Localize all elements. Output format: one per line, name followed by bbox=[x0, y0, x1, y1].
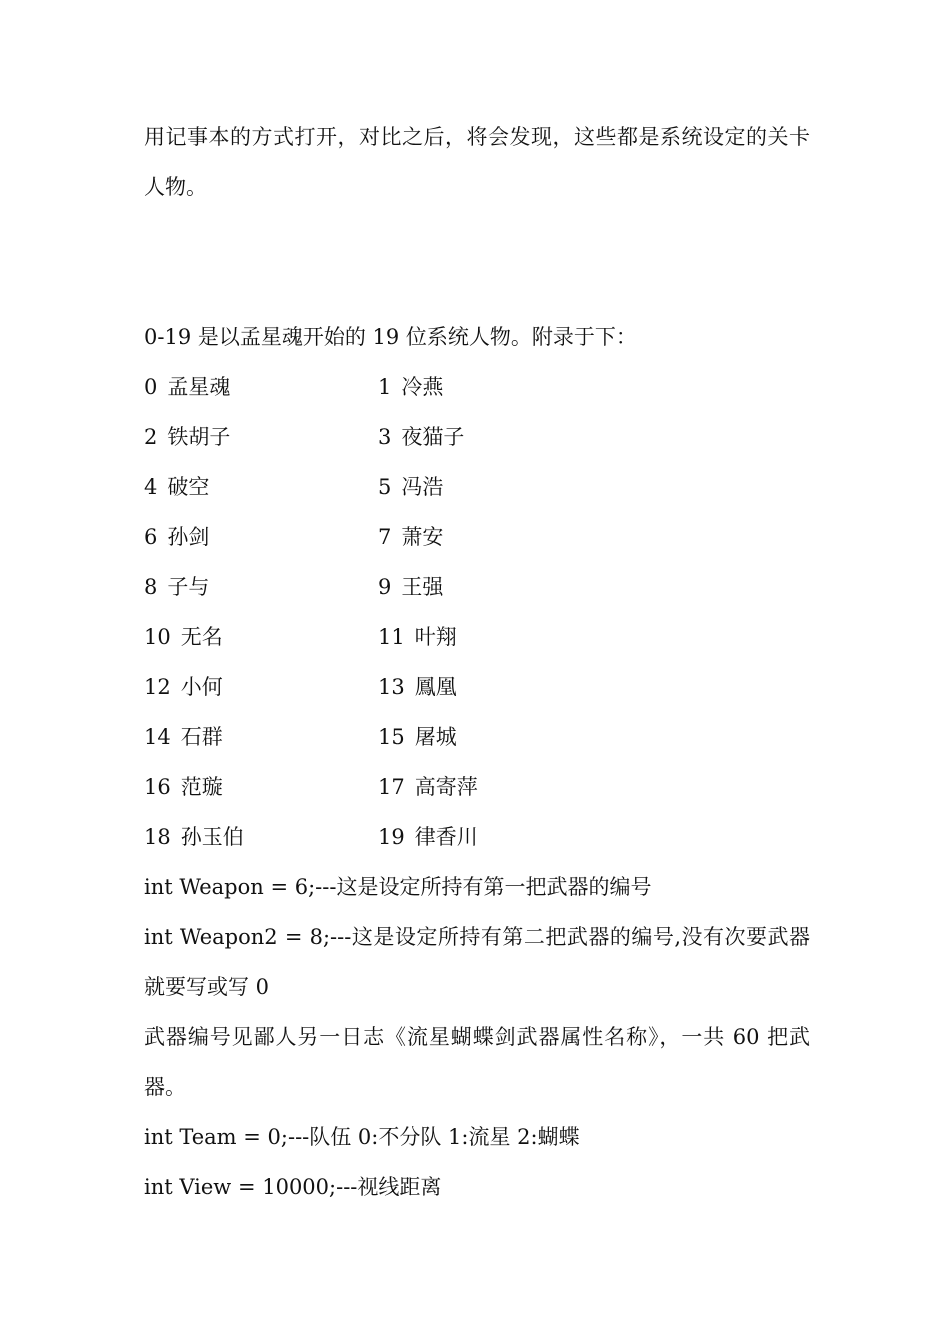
character-entry bbox=[144, 662, 378, 712]
character-entry bbox=[378, 462, 612, 512]
paragraph-team: int Team = 0;---队伍 0:不分队 1:流星 2:蝴蝶 bbox=[144, 1125, 580, 1149]
document-page bbox=[144, 112, 810, 1212]
paragraph-view: int View = 10000;---视线距离 bbox=[144, 1175, 442, 1199]
character-number: 18 bbox=[144, 825, 171, 849]
character-name: 孟星魂 bbox=[167, 375, 231, 399]
character-name: 冯浩 bbox=[401, 475, 444, 499]
character-entry bbox=[378, 612, 612, 662]
character-name: 鳳凰 bbox=[414, 675, 457, 699]
character-row bbox=[144, 362, 810, 412]
character-number: 12 bbox=[144, 675, 171, 699]
character-number: 9 bbox=[378, 575, 392, 599]
character-entry bbox=[144, 412, 378, 462]
character-number: 1 bbox=[378, 375, 392, 399]
character-name: 无名 bbox=[180, 625, 223, 649]
character-row bbox=[144, 762, 810, 812]
character-entry bbox=[144, 362, 378, 412]
character-list bbox=[144, 362, 810, 862]
character-number: 15 bbox=[378, 725, 405, 749]
character-name: 范璇 bbox=[180, 775, 223, 799]
character-number: 16 bbox=[144, 775, 171, 799]
character-row bbox=[144, 462, 810, 512]
character-entry bbox=[378, 762, 612, 812]
character-name: 孙剑 bbox=[167, 525, 210, 549]
character-row bbox=[144, 812, 810, 862]
paragraph-intro: 用记事本的方式打开，对比之后，将会发现，这些都是系统设定的关卡人物。 bbox=[144, 125, 810, 199]
paragraph-weapon: int Weapon = 6;---这是设定所持有第一把武器的编号 bbox=[144, 875, 652, 899]
character-number: 2 bbox=[144, 425, 158, 449]
character-entry bbox=[378, 412, 612, 462]
character-name: 王强 bbox=[401, 575, 444, 599]
character-name: 高寄萍 bbox=[414, 775, 478, 799]
paragraph-weapon-reference: 武器编号见鄙人另一日志《流星蝴蝶剑武器属性名称》，一共 60 把武器。 bbox=[144, 1025, 810, 1099]
character-number: 8 bbox=[144, 575, 158, 599]
character-name: 律香川 bbox=[414, 825, 478, 849]
character-name: 屠城 bbox=[414, 725, 457, 749]
character-entry bbox=[144, 762, 378, 812]
character-entry bbox=[144, 462, 378, 512]
character-name: 孙玉伯 bbox=[180, 825, 244, 849]
paragraph-character-list-heading: 0-19 是以孟星魂开始的 19 位系统人物。附录于下： bbox=[144, 325, 637, 349]
character-name: 叶翔 bbox=[414, 625, 457, 649]
character-name: 冷燕 bbox=[401, 375, 444, 399]
character-name: 夜猫子 bbox=[401, 425, 465, 449]
character-row bbox=[144, 562, 810, 612]
character-entry bbox=[378, 662, 612, 712]
character-row bbox=[144, 712, 810, 762]
character-row bbox=[144, 512, 810, 562]
character-entry bbox=[378, 712, 612, 762]
character-entry bbox=[144, 612, 378, 662]
character-number: 5 bbox=[378, 475, 392, 499]
character-row bbox=[144, 612, 810, 662]
paragraph-gap bbox=[144, 212, 810, 312]
character-entry bbox=[144, 812, 378, 862]
character-row bbox=[144, 412, 810, 462]
character-entry bbox=[378, 812, 612, 862]
character-number: 17 bbox=[378, 775, 405, 799]
character-row bbox=[144, 662, 810, 712]
character-entry bbox=[378, 562, 612, 612]
character-number: 0 bbox=[144, 375, 158, 399]
character-name: 破空 bbox=[167, 475, 210, 499]
character-number: 6 bbox=[144, 525, 158, 549]
character-name: 萧安 bbox=[401, 525, 444, 549]
character-name: 子与 bbox=[167, 575, 210, 599]
character-entry bbox=[378, 362, 612, 412]
character-entry bbox=[378, 512, 612, 562]
character-name: 石群 bbox=[180, 725, 223, 749]
character-name: 小何 bbox=[180, 675, 223, 699]
character-number: 11 bbox=[378, 625, 405, 649]
character-entry bbox=[144, 712, 378, 762]
character-entry bbox=[144, 512, 378, 562]
paragraph-weapon2: int Weapon2 = 8;---这是设定所持有第二把武器的编号,没有次要武器就要写或写 0 bbox=[144, 925, 810, 999]
character-number: 4 bbox=[144, 475, 158, 499]
character-number: 7 bbox=[378, 525, 392, 549]
character-number: 19 bbox=[378, 825, 405, 849]
character-number: 13 bbox=[378, 675, 405, 699]
character-entry bbox=[144, 562, 378, 612]
character-number: 3 bbox=[378, 425, 392, 449]
character-number: 14 bbox=[144, 725, 171, 749]
character-name: 铁胡子 bbox=[167, 425, 231, 449]
character-number: 10 bbox=[144, 625, 171, 649]
